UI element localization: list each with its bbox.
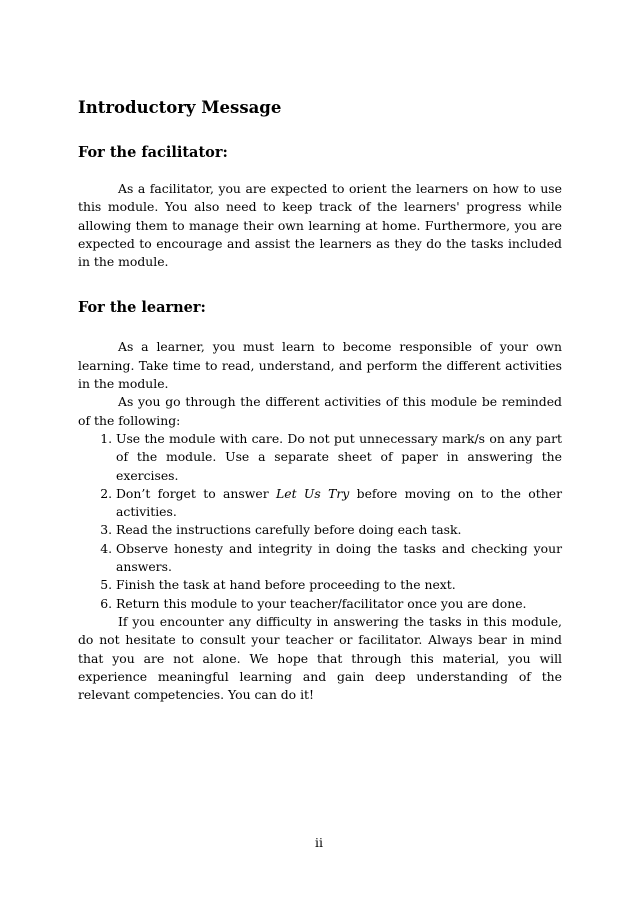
learner-paragraph-1: As a learner, you must learn to become responsible of your own learning. Take time to read, understand, and perform the different activities in the module.: [78, 339, 562, 392]
facilitator-paragraph: As a facilitator, you are expected to orient the learners on how to use this module. You also need to keep track of the learners' progress while allowing them to manage their own learning at home. Furthermore, you are expected to encourage and assist the learners as they do the tasks included in the module.: [78, 181, 562, 270]
list-item-text: before moving on to the other activities.: [116, 485, 562, 520]
page-number: ii: [315, 835, 323, 850]
list-item-text: Observe honesty and integrity in doing the tasks and checking your answers.: [116, 540, 562, 575]
list-item: [116, 521, 562, 539]
learner-paragraph-2: As you go through the different activities of this module be reminded of the following:: [78, 394, 562, 428]
list-item: [116, 540, 562, 577]
page-content: [78, 96, 562, 704]
list-item-text: Finish the task at hand before proceeding to the next.: [116, 577, 456, 593]
closing-paragraph: If you encounter any difficulty in answering the tasks in this module, do not hesitate to consult your teacher or facilitator. Always bear in mind that you are not alone. We hope that through this material, you will experience meaningful learning and gain deep understanding of the relevant competencies. You can do it!: [78, 613, 562, 703]
list-item: [116, 430, 562, 485]
list-item-text: Use the module with care. Do not put unnecessary mark/s on any part of the module. Use a separate sheet of paper in answering the exercises.: [116, 430, 562, 483]
list-item: [116, 576, 562, 594]
list-item-text: Return this module to your teacher/facilitator once you are done.: [116, 595, 527, 611]
list-item-text: Read the instructions carefully before doing each task.: [116, 522, 462, 538]
list-item: [116, 485, 562, 522]
page-title: Introductory Message: [78, 98, 282, 117]
reminder-list: [78, 430, 562, 613]
list-item-text: Don’t forget to answer: [116, 485, 277, 501]
let-us-try-emphasis: Let Us Try: [276, 485, 350, 501]
learner-heading: For the learner:: [78, 299, 206, 317]
facilitator-heading: For the facilitator:: [78, 144, 228, 161]
list-item: [116, 595, 562, 613]
